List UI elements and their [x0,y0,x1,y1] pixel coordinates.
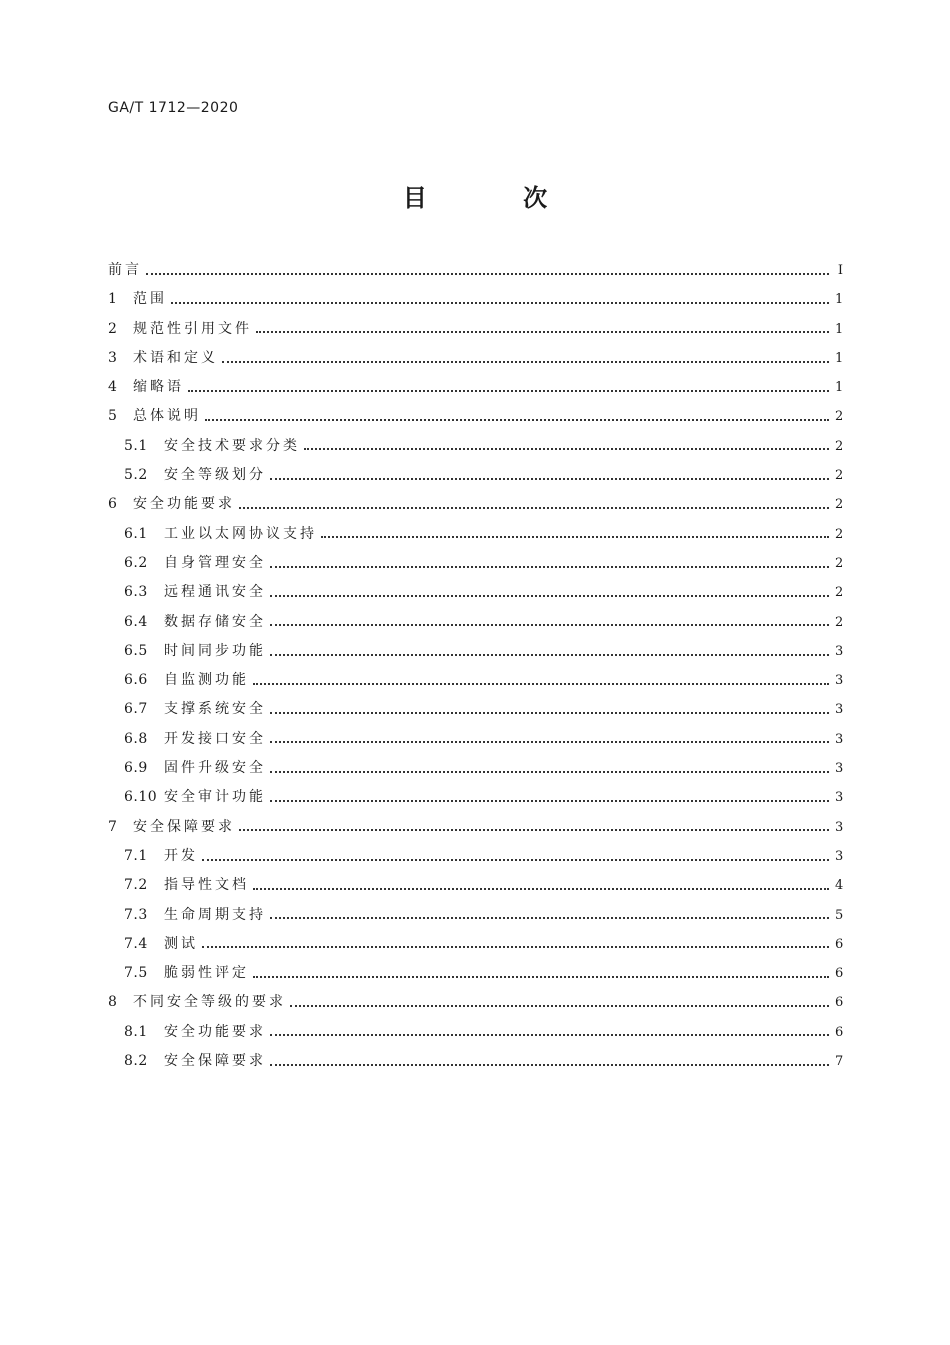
toc-entry-number: 7.3 [124,906,148,923]
toc-entry-label: 安全审计功能 [164,789,266,806]
toc-entry[interactable] [108,402,843,431]
toc-dot-leader [202,946,829,948]
toc-entry-label: 安全技术要求分类 [164,437,300,454]
toc-entry-number: 6.7 [124,701,148,718]
toc-entry[interactable] [108,783,843,812]
toc-entry-page: 2 [835,468,844,484]
toc-entry-label: 固件升级安全 [164,760,266,777]
toc-dot-leader [188,390,829,392]
toc-entry-number: 7.1 [124,847,148,864]
toc-dot-leader [270,771,829,773]
toc-entry-page: 2 [835,409,844,425]
toc-entry-page: 5 [835,907,844,923]
toc-dot-leader [270,566,829,568]
toc-entry-label: 指导性文档 [164,877,249,894]
toc-dot-leader [270,712,829,714]
toc-entry-page: 3 [835,702,844,718]
table-of-contents [108,256,843,1076]
toc-entry-page: 1 [835,321,844,337]
toc-entry-number: 6.2 [124,554,148,571]
toc-entry[interactable] [108,666,843,695]
toc-entry[interactable] [108,1018,843,1047]
document-code: GA/T 1712—2020 [108,100,239,116]
toc-entry-label: 范围 [133,291,167,308]
toc-entry[interactable] [108,373,843,402]
toc-entry[interactable] [108,959,843,988]
toc-entry-page: 2 [835,526,844,542]
toc-entry-label: 安全等级划分 [164,467,266,484]
toc-entry[interactable] [108,578,843,607]
toc-entry-label: 开发 [164,847,198,864]
toc-entry[interactable] [108,490,843,519]
toc-entry-label: 缩略语 [133,379,184,396]
toc-entry-page: 1 [835,350,844,366]
toc-entry-label: 前言 [108,262,142,278]
toc-entry-label: 脆弱性评定 [164,965,249,982]
toc-dot-leader [202,859,829,861]
toc-entry-page: 6 [835,995,844,1011]
toc-entry-number: 7 [108,818,118,835]
toc-entry-page: 6 [835,966,844,982]
toc-entry-number: 7.5 [124,965,148,982]
toc-entry[interactable] [108,695,843,724]
toc-entry-label: 安全功能要求 [164,1023,266,1040]
toc-entry-page: 2 [835,438,844,454]
toc-entry-number: 6.9 [124,760,148,777]
toc-entry-label: 安全保障要求 [133,818,235,835]
toc-entry-number: 6.5 [124,642,148,659]
toc-entry-number: 4 [108,379,118,396]
toc-entry-page: 2 [835,555,844,571]
toc-entry[interactable] [108,549,843,578]
toc-entry-number: 6.1 [124,525,148,542]
toc-entry-number: 6.10 [124,789,158,806]
toc-entry-page: 6 [835,1024,844,1040]
toc-entry-number: 5 [108,408,118,425]
toc-dot-leader [270,741,829,743]
toc-dot-leader [290,1005,829,1007]
toc-entry-number: 7.4 [124,935,148,952]
toc-entry-number: 6 [108,496,118,513]
toc-entry-label: 生命周期支持 [164,906,266,923]
toc-entry-page: 3 [835,731,844,747]
toc-entry[interactable] [108,754,843,783]
toc-dot-leader [270,478,829,480]
toc-entry-page: Ⅰ [837,263,843,278]
toc-entry-page: 3 [835,643,844,659]
page-title: 目 次 [402,184,592,212]
toc-entry-page: 2 [835,585,844,601]
toc-entry-label: 自身管理安全 [164,554,266,571]
toc-entry-label: 安全保障要求 [164,1053,266,1070]
toc-entry-page: 2 [835,614,844,630]
toc-dot-leader [270,1034,829,1036]
toc-entry-number: 2 [108,320,118,337]
toc-entry-label: 自监测功能 [164,672,249,689]
toc-entry-page: 2 [835,497,844,513]
toc-entry-number: 6.6 [124,672,148,689]
toc-entry[interactable] [108,988,843,1017]
toc-entry-label: 远程通讯安全 [164,584,266,601]
toc-dot-leader [239,829,829,831]
toc-entry-label: 总体说明 [133,408,201,425]
toc-entry[interactable] [108,285,843,314]
toc-entry-label: 时间同步功能 [164,642,266,659]
toc-entry-number: 7.2 [124,877,148,894]
toc-entry[interactable] [108,1047,843,1076]
toc-dot-leader [253,683,829,685]
toc-entry[interactable] [108,315,843,344]
toc-entry[interactable] [108,344,843,373]
toc-entry-page: 3 [835,761,844,777]
toc-dot-leader [270,624,829,626]
toc-entry-number: 1 [108,291,118,308]
toc-dot-leader [270,654,829,656]
toc-entry-page: 3 [835,673,844,689]
toc-entry-page: 1 [835,380,844,396]
toc-dot-leader [146,273,829,275]
toc-entry-label: 支撑系统安全 [164,701,266,718]
toc-entry[interactable] [108,813,843,842]
toc-entry-page: 7 [835,1054,844,1070]
toc-entry-number: 5.2 [124,467,148,484]
toc-entry-page: 1 [835,292,844,308]
toc-entry[interactable] [108,930,843,959]
toc-dot-leader [270,595,829,597]
toc-entry[interactable] [108,520,843,549]
toc-entry-label: 工业以太网协议支持 [164,525,317,542]
toc-entry-label: 测试 [164,935,198,952]
toc-entry-label: 术语和定义 [133,349,218,366]
toc-entry-page: 3 [835,848,844,864]
toc-entry-number: 6.8 [124,730,148,747]
toc-dot-leader [270,800,829,802]
toc-entry-number: 8.2 [124,1053,148,1070]
toc-dot-leader [270,917,829,919]
toc-entry[interactable] [108,901,843,930]
toc-entry-label: 不同安全等级的要求 [133,994,286,1011]
toc-entry-number: 3 [108,349,118,366]
toc-dot-leader [253,888,829,890]
toc-entry[interactable] [108,871,843,900]
toc-entry-label: 规范性引用文件 [133,320,252,337]
toc-dot-leader [270,1064,829,1066]
toc-entry[interactable] [108,608,843,637]
toc-entry-label: 数据存储安全 [164,613,266,630]
toc-entry-number: 6.4 [124,613,148,630]
toc-entry-number: 8.1 [124,1023,148,1040]
toc-entry-page: 3 [835,819,844,835]
toc-dot-leader [171,302,829,304]
toc-entry[interactable] [108,842,843,871]
toc-dot-leader [239,507,829,509]
toc-entry-label: 开发接口安全 [164,730,266,747]
toc-entry[interactable] [108,725,843,754]
toc-entry[interactable] [108,461,843,490]
toc-entry-page: 6 [835,936,844,952]
toc-entry-number: 5.1 [124,437,148,454]
toc-entry-number: 8 [108,994,118,1011]
toc-entry-label: 安全功能要求 [133,496,235,513]
toc-dot-leader [256,331,829,333]
toc-entry-number: 6.3 [124,584,148,601]
toc-entry-page: 3 [835,790,844,806]
toc-entry-page: 4 [835,878,844,894]
toc-dot-leader [205,419,829,421]
toc-dot-leader [321,536,829,538]
toc-entry[interactable] [108,256,843,285]
toc-dot-leader [304,448,829,450]
toc-entry[interactable] [108,637,843,666]
toc-dot-leader [222,361,829,363]
toc-dot-leader [253,976,829,978]
toc-entry[interactable] [108,432,843,461]
